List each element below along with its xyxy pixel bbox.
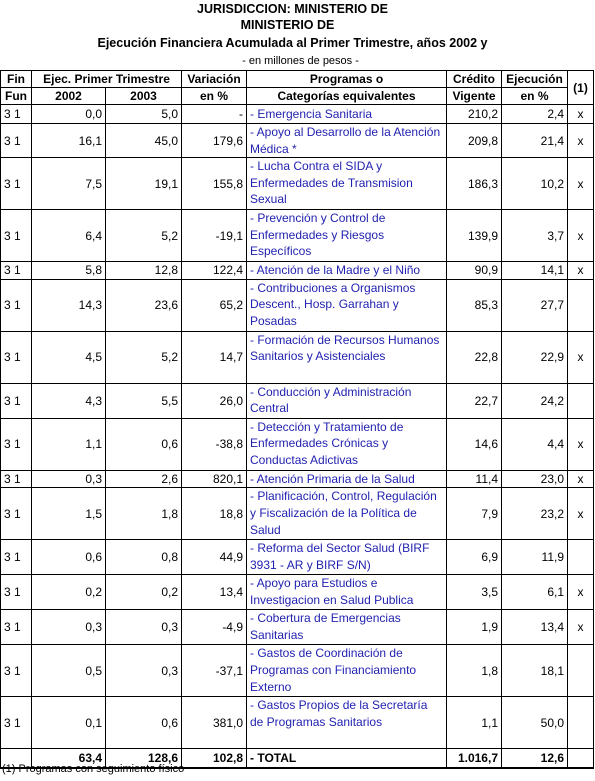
execution-pct-cell: 23,2	[502, 488, 568, 540]
execution-table	[0, 70, 594, 769]
variation-cell: 13,4	[182, 575, 247, 610]
credit-cell: 6,9	[447, 540, 502, 575]
fin-fun-cell: 3 1	[1, 383, 32, 418]
program-name-cell: - Gastos de Coordinación de Programas con Financiamiento Externo	[247, 645, 447, 697]
variation-cell: 14,7	[182, 331, 247, 383]
col-ejec-header: Ejec. Primer Trimestre	[32, 71, 182, 88]
variation-cell: 155,8	[182, 158, 247, 210]
col-eje-bottom: en %	[502, 88, 568, 105]
variation-cell: 122,4	[182, 262, 247, 280]
fin-fun-cell: 3 1	[1, 279, 32, 331]
units-label: - en millones de pesos -	[242, 55, 359, 67]
credit-cell: 22,7	[447, 383, 502, 418]
table-row	[1, 158, 594, 210]
exec-2003-cell: 0,3	[106, 610, 182, 645]
program-name-cell: - Cobertura de Emergencias Sanitarias	[247, 610, 447, 645]
exec-2003-cell: 23,6	[106, 279, 182, 331]
variation-cell: 44,9	[182, 540, 247, 575]
fin-fun-cell: 3 1	[1, 105, 32, 124]
execution-pct-cell: 13,4	[502, 610, 568, 645]
tracking-flag-cell: x	[568, 470, 594, 488]
program-name-cell: - Apoyo al Desarrollo de la Atención Médica *	[247, 124, 447, 158]
total-2003: 128,6	[106, 749, 182, 768]
table-row	[1, 331, 594, 383]
fin-fun-cell: 3 1	[1, 158, 32, 210]
fin-fun-cell: 3 1	[1, 540, 32, 575]
fin-fun-cell: 3 1	[1, 262, 32, 280]
exec-2002-cell: 0,5	[32, 645, 106, 697]
execution-pct-cell: 4,4	[502, 418, 568, 470]
program-name-cell: - Conducción y Administración Central	[247, 383, 447, 418]
col-prog-top: Programas o	[247, 71, 447, 88]
table-row	[1, 105, 594, 124]
exec-2003-cell: 5,5	[106, 383, 182, 418]
exec-2002-cell: 16,1	[32, 124, 106, 158]
variation-cell: 179,6	[182, 124, 247, 158]
execution-pct-cell: 27,7	[502, 279, 568, 331]
table-row	[1, 697, 594, 749]
title-jurisdiction: JURISDICCION: MINISTERIO DE	[197, 2, 388, 16]
program-name-cell: - Reforma del Sector Salud (BIRF 3931 - AR y BIRF S/N)	[247, 540, 447, 575]
exec-2002-cell: 14,3	[32, 279, 106, 331]
total-label: - TOTAL	[247, 749, 447, 768]
exec-2003-cell: 5,2	[106, 331, 182, 383]
credit-cell: 139,9	[447, 210, 502, 262]
tracking-flag-cell: x	[568, 158, 594, 210]
table-row	[1, 124, 594, 158]
fin-fun-cell: 3 1	[1, 331, 32, 383]
program-name-cell: - Gastos Propios de la Secretaría de Programas Sanitarios	[247, 697, 447, 749]
credit-cell: 85,3	[447, 279, 502, 331]
table-row	[1, 540, 594, 575]
variation-cell: 820,1	[182, 470, 247, 488]
credit-cell: 11,4	[447, 470, 502, 488]
execution-pct-cell: 21,4	[502, 124, 568, 158]
tracking-flag-cell: x	[568, 124, 594, 158]
table-row	[1, 418, 594, 470]
variation-cell: 65,2	[182, 279, 247, 331]
execution-pct-cell: 10,2	[502, 158, 568, 210]
fin-fun-cell: 3 1	[1, 575, 32, 610]
exec-2002-cell: 1,1	[32, 418, 106, 470]
tracking-flag-cell: x	[568, 105, 594, 124]
col-cred-bottom: Vigente	[447, 88, 502, 105]
col-fun: Fun	[1, 88, 32, 105]
tracking-flag-cell: x	[568, 610, 594, 645]
exec-2002-cell: 7,5	[32, 158, 106, 210]
credit-cell: 1,1	[447, 697, 502, 749]
fin-fun-cell: 3 1	[1, 470, 32, 488]
program-name-cell: - Lucha Contra el SIDA y Enfermedades de Transmision Sexual	[247, 158, 447, 210]
fin-fun-cell: 3 1	[1, 645, 32, 697]
col-prog-bottom: Categorías equivalentes	[247, 88, 447, 105]
tracking-flag-cell	[568, 697, 594, 749]
title-report: Ejecución Financiera Acumulada al Primer Trimestre, años 2002 y	[97, 36, 488, 50]
total-credit: 1.016,7	[447, 749, 502, 768]
table-row	[1, 645, 594, 697]
program-name-cell: - Apoyo para Estudios e Investigacion en Salud Publica	[247, 575, 447, 610]
exec-2003-cell: 45,0	[106, 124, 182, 158]
execution-pct-cell: 23,0	[502, 470, 568, 488]
variation-cell: 26,0	[182, 383, 247, 418]
execution-pct-cell: 14,1	[502, 262, 568, 280]
execution-pct-cell: 11,9	[502, 540, 568, 575]
program-name-cell: - Planificación, Control, Regulación y Fiscalización de la Política de Salud	[247, 488, 447, 540]
credit-cell: 1,9	[447, 610, 502, 645]
title-ministry: MINISTERIO DE	[240, 18, 335, 32]
table-row	[1, 575, 594, 610]
exec-2002-cell: 4,3	[32, 383, 106, 418]
col-eje-top: Ejecución	[502, 71, 568, 88]
execution-pct-cell: 3,7	[502, 210, 568, 262]
credit-cell: 14,6	[447, 418, 502, 470]
fin-fun-cell: 3 1	[1, 488, 32, 540]
footnote: (1) Programas con seguimiento físico	[2, 763, 185, 775]
exec-2003-cell: 2,6	[106, 470, 182, 488]
program-name-cell: - Contribuciones a Organismos Descent., Hosp. Garrahan y Posadas	[247, 279, 447, 331]
col-cred-top: Crédito	[447, 71, 502, 88]
exec-2002-cell: 0,3	[32, 610, 106, 645]
exec-2002-cell: 6,4	[32, 210, 106, 262]
tracking-flag-cell: x	[568, 331, 594, 383]
table-row	[1, 210, 594, 262]
exec-2003-cell: 12,8	[106, 262, 182, 280]
exec-2002-cell: 0,0	[32, 105, 106, 124]
exec-2002-cell: 0,6	[32, 540, 106, 575]
tracking-flag-cell: x	[568, 210, 594, 262]
execution-pct-cell: 18,1	[502, 645, 568, 697]
tracking-flag-cell	[568, 383, 594, 418]
table-row	[1, 262, 594, 280]
program-name-cell: - Formación de Recursos Humanos Sanitarios y Asistenciales	[247, 331, 447, 383]
program-name-cell: - Atención Primaria de la Salud	[247, 470, 447, 488]
col-2002: 2002	[32, 88, 106, 105]
total-2002: 63,4	[32, 749, 106, 768]
execution-pct-cell: 22,9	[502, 331, 568, 383]
tracking-flag-cell	[568, 645, 594, 697]
exec-2002-cell: 4,5	[32, 331, 106, 383]
fin-fun-cell: 3 1	[1, 697, 32, 749]
variation-cell: -	[182, 105, 247, 124]
tracking-flag-cell	[568, 540, 594, 575]
col-var-bottom: en %	[182, 88, 247, 105]
program-name-cell: - Prevención y Control de Enfermedades y Riesgos Específicos	[247, 210, 447, 262]
tracking-flag-cell: x	[568, 418, 594, 470]
variation-cell: -19,1	[182, 210, 247, 262]
col-2003: 2003	[106, 88, 182, 105]
exec-2003-cell: 5,0	[106, 105, 182, 124]
credit-cell: 7,9	[447, 488, 502, 540]
table-row	[1, 383, 594, 418]
variation-cell: 18,8	[182, 488, 247, 540]
program-name-cell: - Atención de la Madre y el Niño	[247, 262, 447, 280]
variation-cell: -38,8	[182, 418, 247, 470]
fin-fun-cell: 3 1	[1, 418, 32, 470]
credit-cell: 3,5	[447, 575, 502, 610]
credit-cell: 186,3	[447, 158, 502, 210]
exec-2003-cell: 0,3	[106, 645, 182, 697]
exec-2002-cell: 1,5	[32, 488, 106, 540]
exec-2002-cell: 0,3	[32, 470, 106, 488]
exec-2003-cell: 0,2	[106, 575, 182, 610]
credit-cell: 210,2	[447, 105, 502, 124]
tracking-flag-cell: x	[568, 575, 594, 610]
exec-2003-cell: 0,6	[106, 418, 182, 470]
table-row	[1, 279, 594, 331]
exec-2003-cell: 19,1	[106, 158, 182, 210]
exec-2003-cell: 1,8	[106, 488, 182, 540]
total-execution: 12,6	[502, 749, 568, 768]
execution-pct-cell: 2,4	[502, 105, 568, 124]
variation-cell: -37,1	[182, 645, 247, 697]
tracking-flag-cell: x	[568, 262, 594, 280]
exec-2002-cell: 5,8	[32, 262, 106, 280]
exec-2003-cell: 0,6	[106, 697, 182, 749]
fin-fun-cell: 3 1	[1, 210, 32, 262]
variation-cell: -4,9	[182, 610, 247, 645]
exec-2003-cell: 0,8	[106, 540, 182, 575]
col-var-top: Variación	[182, 71, 247, 88]
fin-fun-cell: 3 1	[1, 610, 32, 645]
total-flag-cell	[568, 749, 594, 768]
credit-cell: 1,8	[447, 645, 502, 697]
tracking-flag-cell	[568, 279, 594, 331]
credit-cell: 22,8	[447, 331, 502, 383]
table-body	[1, 105, 594, 768]
table-row	[1, 470, 594, 488]
execution-pct-cell: 6,1	[502, 575, 568, 610]
credit-cell: 209,8	[447, 124, 502, 158]
credit-cell: 90,9	[447, 262, 502, 280]
program-name-cell: - Detección y Tratamiento de Enfermedades Crónicas y Conductas Adictivas	[247, 418, 447, 470]
col-fin: Fin	[1, 71, 32, 88]
table-row	[1, 488, 594, 540]
tracking-flag-cell: x	[568, 488, 594, 540]
program-name-cell: - Emergencia Sanitaria	[247, 105, 447, 124]
exec-2002-cell: 0,1	[32, 697, 106, 749]
exec-2003-cell: 5,2	[106, 210, 182, 262]
col-flag: (1)	[568, 71, 594, 105]
total-variation: 102,8	[182, 749, 247, 768]
variation-cell: 381,0	[182, 697, 247, 749]
fin-fun-cell: 3 1	[1, 124, 32, 158]
exec-2002-cell: 0,2	[32, 575, 106, 610]
table-row	[1, 610, 594, 645]
execution-pct-cell: 24,2	[502, 383, 568, 418]
execution-pct-cell: 50,0	[502, 697, 568, 749]
